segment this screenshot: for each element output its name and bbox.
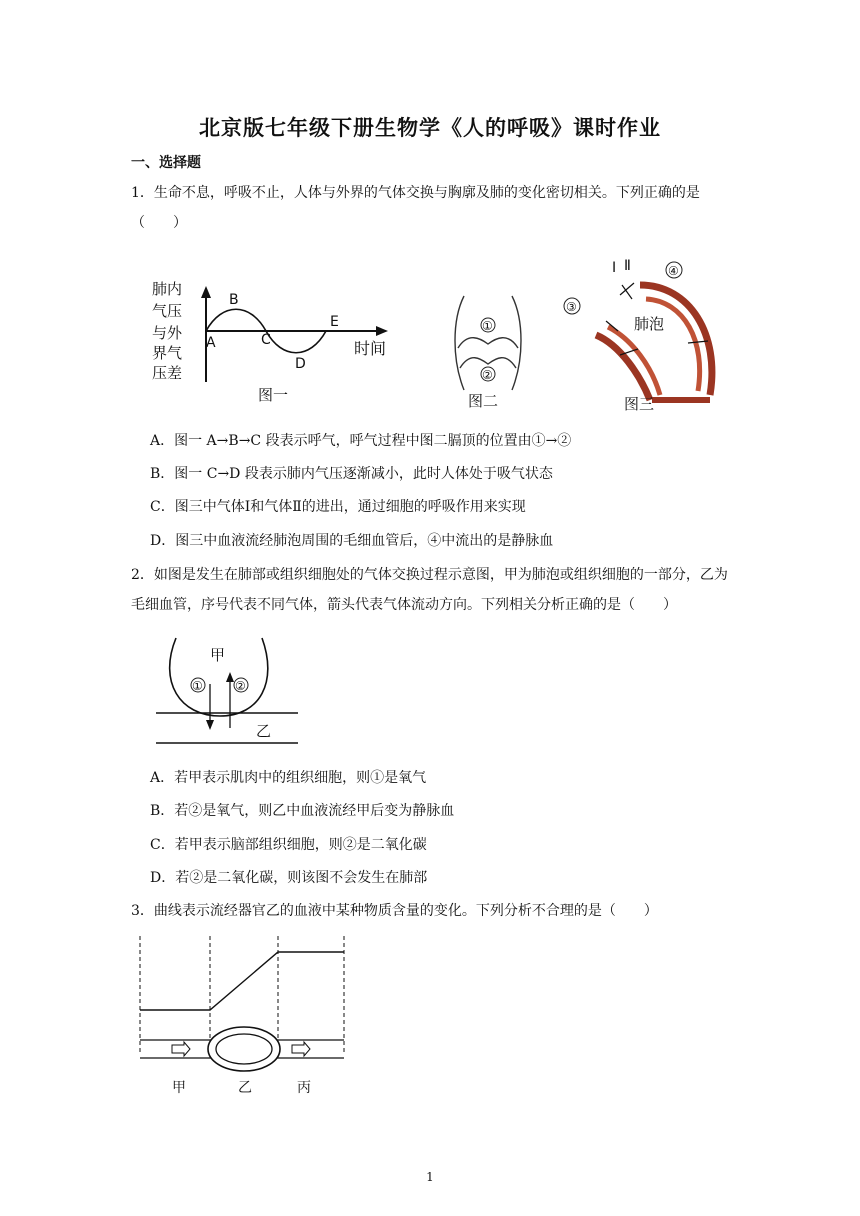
fig-q3-label-bing: 丙 (297, 1080, 311, 1096)
fig1-point-a: A (206, 335, 216, 351)
fig1-xlabel: 时间 (354, 339, 387, 358)
fig-q2-mark-1: ① (192, 679, 203, 693)
q1-option-c[interactable]: C．图三中气体Ⅰ和气体Ⅱ的进出，通过细胞的呼吸作用来实现 (150, 499, 526, 515)
fig1-point-e: E (330, 314, 339, 330)
q1-option-b[interactable]: B．图一 C→D 段表示肺内气压逐渐减小，此时人体处于吸气状态 (150, 466, 553, 482)
fig3-caption: 图三 (624, 395, 655, 413)
question-3-stem: 3．曲线表示流经器官乙的血液中某种物质含量的变化。下列分析不合理的是（ ） (131, 903, 658, 919)
figure-q2-gas-exchange (150, 632, 310, 752)
section-heading: 一、选择题 (131, 155, 201, 171)
document-title: 北京版七年级下册生物学《人的呼吸》课时作业 (199, 116, 661, 140)
fig-q2-jia: 甲 (210, 646, 226, 664)
fig2-mark-2: ② (482, 368, 493, 382)
q2-option-b[interactable]: B．若②是氧气，则乙中血液流经甲后变为静脉血 (150, 803, 455, 819)
fig3-gas-2: Ⅱ (624, 258, 631, 274)
fig1-ylabel-2: 气压 (152, 302, 183, 320)
question-2-stem: 2．如图是发生在肺部或组织细胞处的气体交换过程示意图，甲为肺泡或组织细胞的一部分，乙为毛细血管，序号代表不同气体，箭头代表气体流动方向。下列相关分析正确的是（ ） (131, 567, 728, 613)
question-1-stem: 1．生命不息，呼吸不止，人体与外界的气体交换与胸廓及肺的变化密切相关。下列正确的是（ ） (131, 185, 700, 231)
q2-option-c[interactable]: C．若甲表示脑部组织细胞，则②是二氧化碳 (150, 837, 427, 853)
fig1-ylabel-4: 界气 (152, 344, 183, 362)
q1-option-a[interactable]: A．图一 A→B→C 段表示呼气，呼气过程中图二膈顶的位置由①→② (150, 433, 572, 449)
fig1-point-c: C (261, 332, 271, 348)
fig-q3-label-jia: 甲 (172, 1080, 186, 1096)
fig-q2-yi: 乙 (256, 722, 272, 740)
q1-option-d[interactable]: D．图三中血液流经肺泡周围的毛细血管后，④中流出的是静脉血 (150, 533, 554, 549)
fig1-point-b: B (229, 292, 239, 308)
fig-q3-label-yi: 乙 (238, 1080, 252, 1096)
fig1-caption: 图一 (258, 386, 289, 404)
figure-2-thorax (448, 290, 528, 412)
fig1-ylabel-5: 压差 (152, 364, 183, 382)
fig1-ylabel-3: 与外 (152, 324, 183, 342)
fig2-caption: 图二 (468, 392, 499, 410)
fig3-mark-3: ③ (566, 300, 577, 314)
fig1-ylabel-1: 肺内 (152, 280, 183, 298)
fig2-mark-1: ① (482, 319, 493, 333)
fig3-alveolus-label: 肺泡 (634, 315, 665, 333)
figure-q3-curve (134, 932, 354, 1102)
fig3-mark-4: ④ (668, 264, 679, 278)
fig1-point-d: D (295, 356, 306, 372)
figure-3-alveolus (560, 255, 730, 415)
page-number: 1 (426, 1170, 434, 1184)
q2-option-a[interactable]: A．若甲表示肌肉中的组织细胞，则①是氧气 (150, 770, 427, 786)
q2-option-d[interactable]: D．若②是二氧化碳，则该图不会发生在肺部 (150, 870, 428, 886)
figure-1-pressure-curve (140, 272, 400, 412)
fig3-gas-1: Ⅰ (612, 260, 617, 276)
fig-q2-mark-2: ② (235, 679, 246, 693)
